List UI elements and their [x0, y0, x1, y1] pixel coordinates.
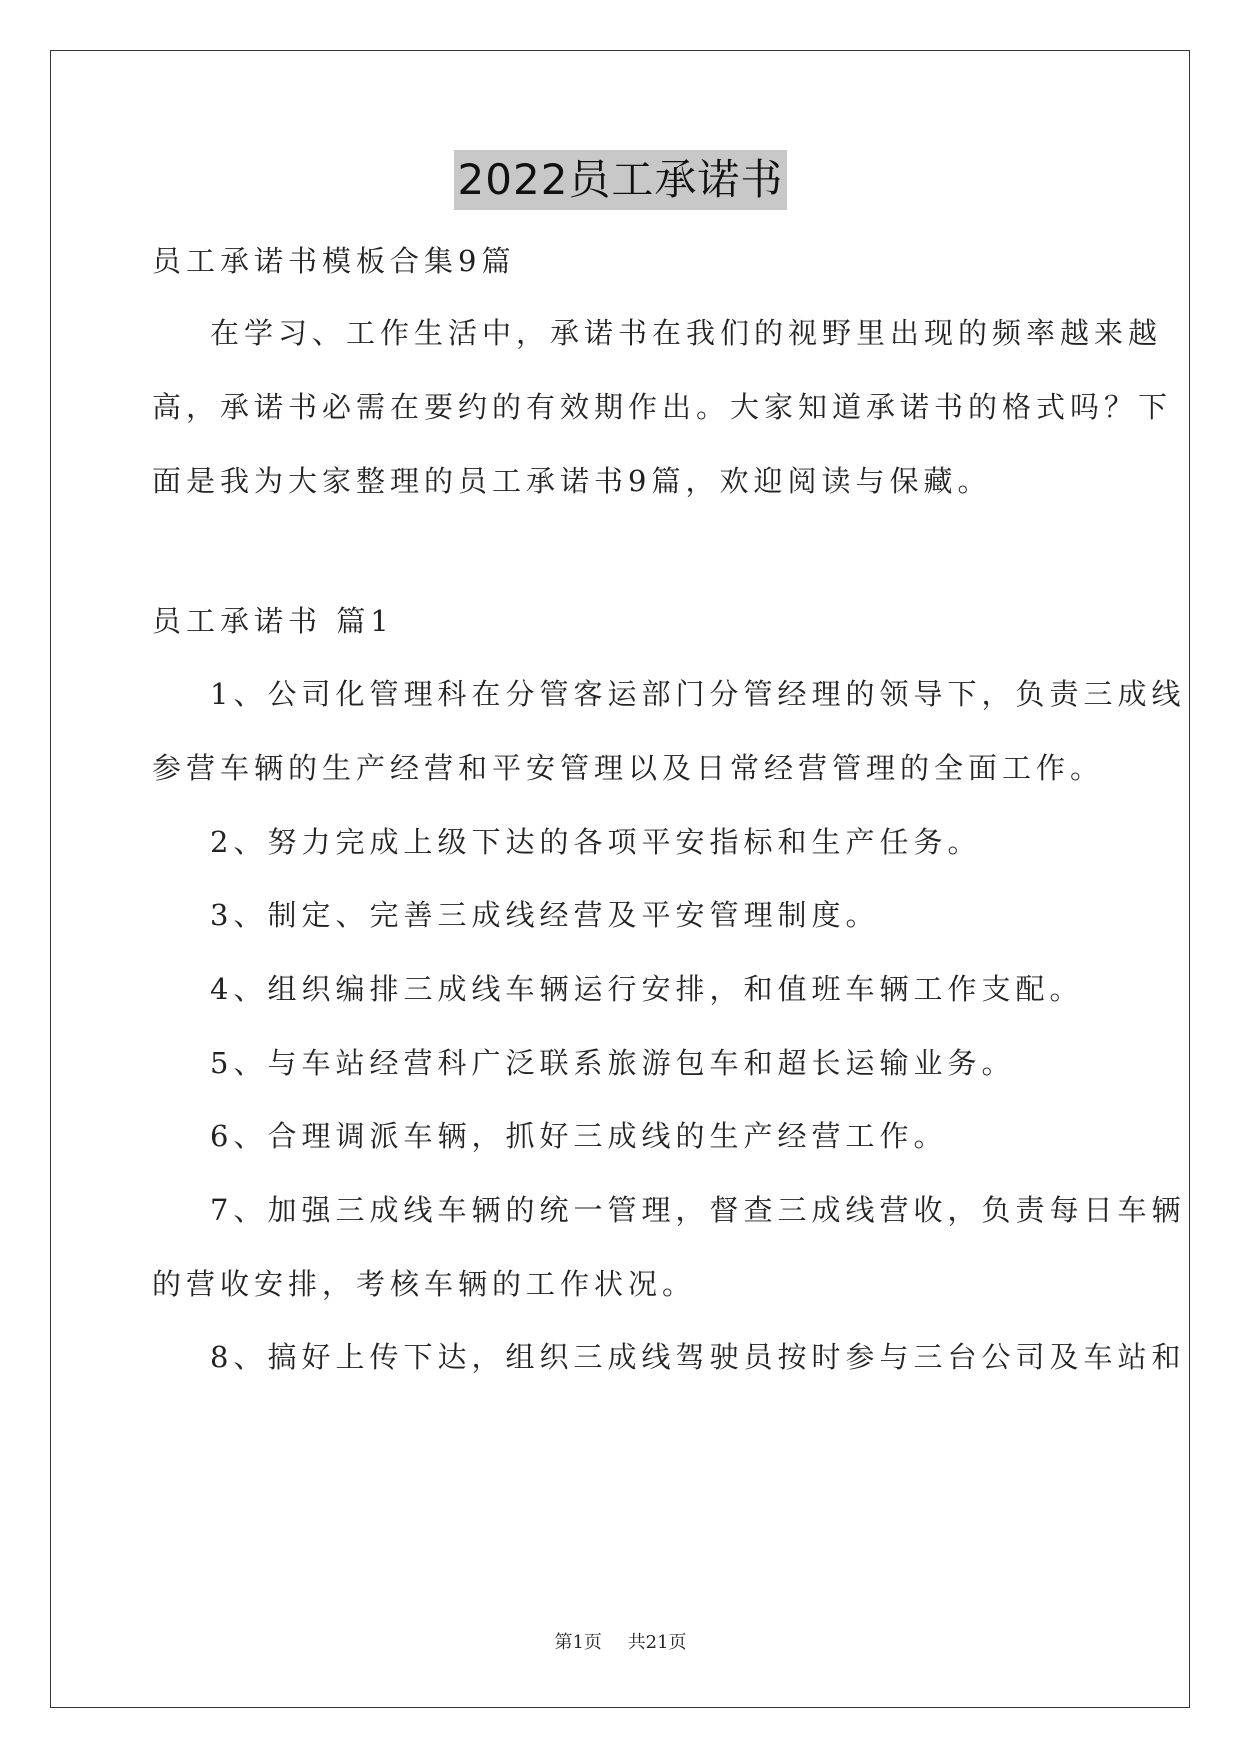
body-line-6: 5、与车站经营科广泛联系旅游包车和超长运输业务。 — [210, 1046, 1016, 1080]
page-footer — [0, 1632, 1241, 1654]
title-container — [0, 150, 1241, 210]
page-border — [50, 50, 1190, 1708]
body-line-2: 参营车辆的生产经营和平安管理以及日常经营管理的全面工作。 — [152, 751, 1105, 785]
section-heading: 员工承诺书 篇1 — [152, 604, 394, 638]
body-line-9: 的营收安排，考核车辆的工作状况。 — [152, 1267, 697, 1301]
page-number-total: 共21页 — [627, 1632, 687, 1653]
body-line-1: 1、公司化管理科在分管客运部门分管经理的领导下，负责三成线 — [210, 677, 1186, 711]
body-line-5: 4、组织编排三成线车辆运行安排，和值班车辆工作支配。 — [210, 972, 1084, 1006]
body-line-3: 2、努力完成上级下达的各项平安指标和生产任务。 — [210, 825, 982, 859]
body-line-7: 6、合理调派车辆，抓好三成线的生产经营工作。 — [210, 1119, 948, 1153]
body-line-8: 7、加强三成线车辆的统一管理，督查三成线营收，负责每日车辆 — [210, 1193, 1186, 1227]
body-line-4: 3、制定、完善三成线经营及平安管理制度。 — [210, 898, 880, 932]
intro-line-1: 在学习、工作生活中，承诺书在我们的视野里出现的频率越来越 — [210, 316, 1163, 350]
body-line-10: 8、搞好上传下达，组织三成线驾驶员按时参与三台公司及车站和 — [210, 1340, 1186, 1374]
document-title: 2022员工承诺书 — [454, 150, 788, 210]
intro-line-2: 高，承诺书必需在要约的有效期作出。大家知道承诺书的格式吗？下 — [152, 390, 1173, 424]
document-subtitle: 员工承诺书模板合集9篇 — [152, 244, 516, 278]
page-number-current: 第1页 — [554, 1632, 602, 1653]
intro-line-3: 面是我为大家整理的员工承诺书9篇，欢迎阅读与保藏。 — [152, 464, 992, 498]
